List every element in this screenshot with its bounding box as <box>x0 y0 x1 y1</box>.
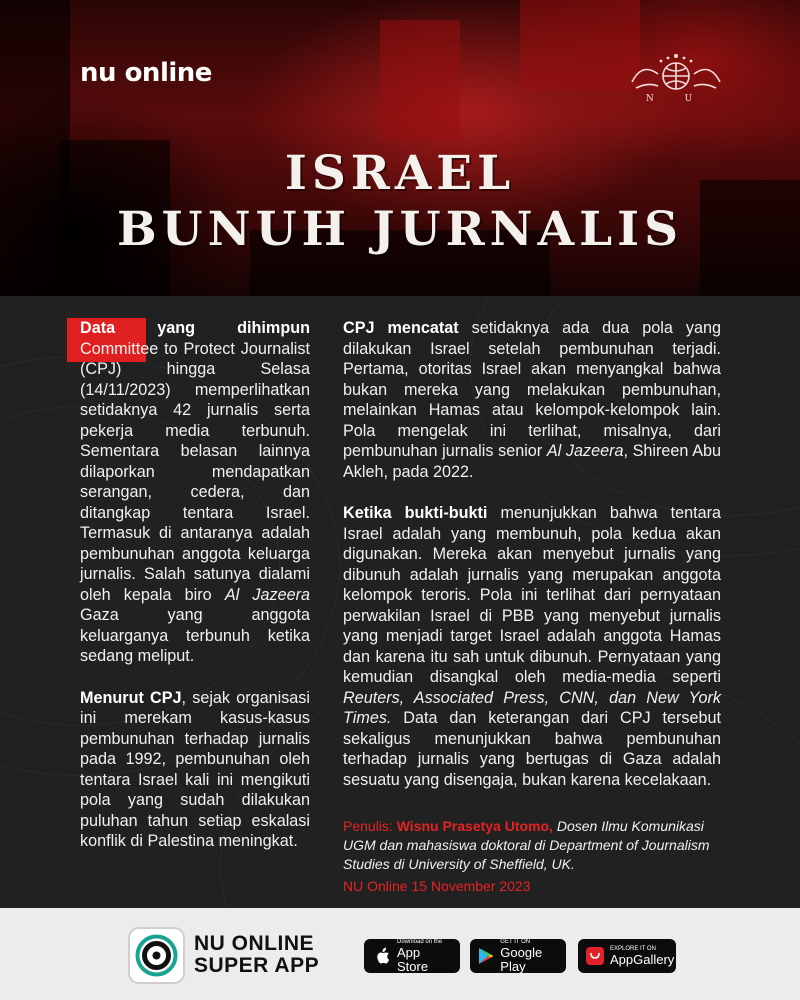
emblem-letters: N U <box>645 94 707 104</box>
store-caption: EXPLORE IT ON <box>610 945 656 952</box>
paragraph <box>343 503 721 790</box>
title-line: ISRAEL <box>284 146 516 201</box>
app-name <box>194 933 319 977</box>
hero-banner <box>0 0 800 296</box>
paragraph-lead: Data yang dihimpun <box>80 319 310 337</box>
huawei-icon <box>586 946 604 966</box>
google-play-badge[interactable] <box>470 939 566 973</box>
app-name-line: NU ONLINE <box>194 932 314 955</box>
store-caption: GET IT ON <box>500 938 531 945</box>
paragraph-text: setidaknya ada dua pola yang dilakukan Israel setelah pembunuhan terjadi. Pertama, otoritas Israel akan menyangkal bahwa bukan mereka yang melakukan pembunuhan, melainkan Hamas atau kelompok-kelompok lain. Pola mengelak ini terlihat, misalnya, dari pembunuhan jurnalis senior <box>343 319 721 460</box>
store-caption: Download on the <box>397 938 443 945</box>
paragraph-text: Gaza yang anggota keluarganya terbunuh ketika sedang meliput. <box>80 606 310 665</box>
paragraph-lead: Ketika bukti-bukti <box>343 504 488 522</box>
store-text <box>610 946 674 967</box>
google-play-icon <box>478 946 494 966</box>
article-right-column <box>343 318 721 811</box>
paragraph-text: , Shireen Abu Akleh, pada 2022. <box>343 442 721 481</box>
footer-app-banner <box>0 908 800 1000</box>
paragraph-text: Committee to Protect Journalist (CPJ) hingga Selasa (14/11/2023) memperlihatkan setidaknya 42 jurnalis serta pekerja media terbunuh. Sementara belasan lainnya dilaporkan mendapatkan serangan, cedera, dan ditangkap tentara Israel. Termasuk di antaranya adalah pembunuhan anggota keluarga jurnalis. Salah satunya dialami oleh kepala biro <box>80 339 310 604</box>
ruin-silhouette <box>520 0 640 90</box>
paragraph-italic: Al Jazeera <box>224 585 311 604</box>
paragraph-italic: Al Jazeera <box>546 442 624 460</box>
app-gallery-badge[interactable] <box>578 939 676 973</box>
paragraph-text: , sejak organisasi ini merekam kasus-kasus pembunuhan terhadap jurnalis pada 1992, pembunuhan oleh tentara Israel kali ini mengikuti pola yang sudah dilakukan puluhan tahun setiap eskalasi konflik di Palestina meningkat. <box>80 688 310 850</box>
paragraph <box>80 688 310 852</box>
store-name: Google Play <box>500 944 543 974</box>
publish-date: NU Online 15 November 2023 <box>343 878 531 894</box>
paragraph-lead: Menurut CPJ <box>80 688 182 707</box>
paragraph <box>80 318 310 667</box>
page-title <box>0 146 800 258</box>
nu-online-app-icon[interactable] <box>128 927 185 984</box>
paragraph-italic: Reuters, Associated Press, CNN, dan New York Times. <box>343 688 721 727</box>
author-credit <box>343 817 733 874</box>
store-name: AppGallery <box>610 951 675 967</box>
paragraph-lead: CPJ mencatat <box>343 319 459 337</box>
store-text <box>397 939 452 974</box>
article-body <box>0 296 800 908</box>
author-name: Wisnu Prasetya Utomo, <box>396 818 553 834</box>
store-name: App Store <box>397 944 429 974</box>
app-name-line: SUPER APP <box>194 954 320 977</box>
paragraph <box>343 318 721 482</box>
apple-icon <box>372 946 391 966</box>
ruin-silhouette <box>380 20 460 140</box>
store-text <box>500 939 558 974</box>
paragraph-text: Data dan keterangan dari CPJ tersebut sekaligus menunjukkan bahwa pembunuhan terhadap jurnalis yang bertugas di Gaza adalah sesuatu yang disengaja, bukan karena kecelakaan. <box>343 709 721 789</box>
nu-online-logo[interactable]: nu online <box>80 58 212 88</box>
title-line: BUNUH JURNALIS <box>116 202 684 257</box>
article-left-column <box>80 318 310 873</box>
credit-label: Penulis: <box>343 818 397 834</box>
paragraph-text: menunjukkan bahwa tentara Israel adalah yang membunuh, pola kedua akan digunakan. Mereka akan menyebut jurnalis yang dibunuh adalah jurnalis yang merupakan anggota kelompok teroris. Pola ini terlihat dari pernyataan perwakilan Israel di PBB yang menyebut jurnalis yang menjadi target Israel adalah anggota Hamas dan karena itu sah untuk dibunuh. Pernyataan yang kemudian disangkal oleh media-media seperti <box>343 504 721 686</box>
author-bio: Dosen Ilmu Komunikasi UGM dan mahasiswa doktoral di Department of Journalism Studies di University of Sheffield, UK. <box>343 818 710 872</box>
nu-emblem-icon <box>628 52 724 104</box>
app-store-badge[interactable] <box>364 939 460 973</box>
